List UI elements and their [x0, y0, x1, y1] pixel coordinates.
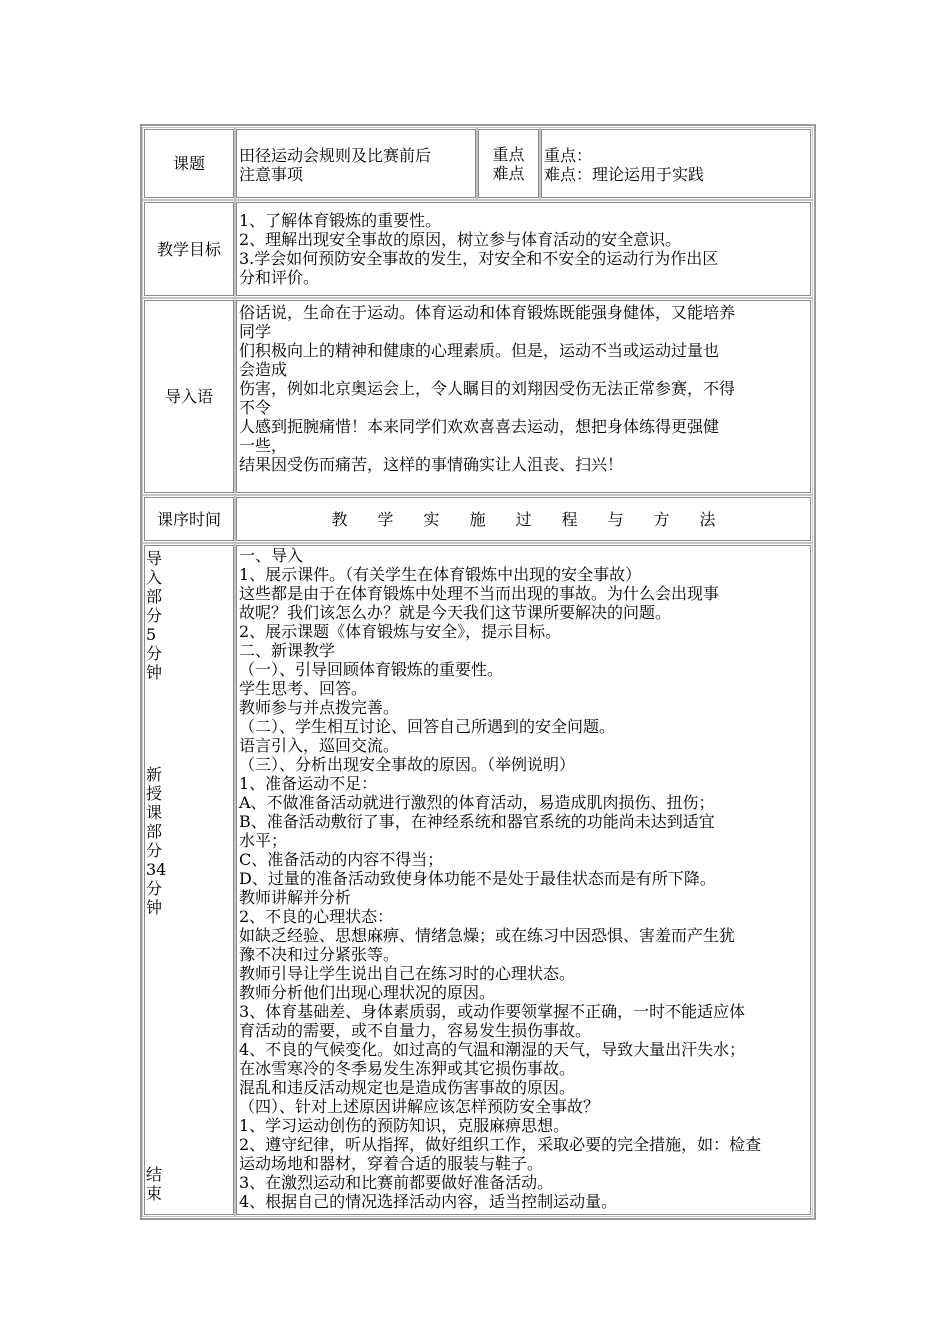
intro-line: 会造成 [239, 360, 288, 379]
objective-line: 1、了解体育锻炼的重要性。 [239, 211, 442, 230]
intro-line: 们积极向上的精神和健康的心理素质。但是，运动不当或运动过量也 [239, 341, 720, 360]
process-line: 育活动的需要，或不自量力，容易发生损伤事故。 [239, 1021, 592, 1040]
difficult-points-value: 难点：理论运用于实践 [544, 165, 705, 184]
objectives-label: 教学目标 [156, 239, 221, 259]
process-line: 在冰雪寒冷的冬季易发生冻狎或其它损伤事故。 [239, 1059, 576, 1078]
end-section-time: 结 束 [146, 1165, 163, 1203]
process-line: 语言引入，巡回交流。 [239, 736, 400, 755]
process-line: 教师参与并点拨完善。 [239, 698, 400, 717]
process-line: A、不做准备活动就进行激烈的体育活动，易造成肌肉损伤、扭伤； [239, 793, 715, 812]
process-line: 1、展示课件。（有关学生在体育锻炼中出现的安全事故） [239, 565, 642, 584]
intro-line: 不令 [239, 398, 272, 417]
topic-label-cell [144, 129, 234, 198]
process-line: （四）、针对上述原因讲解应该怎样预防安全事故？ [239, 1097, 600, 1116]
process-line: 1、学习运动创伤的预防知识，克服麻痹思想。 [239, 1116, 570, 1135]
time-column-cell [144, 545, 234, 1215]
process-line: 二、新课教学 [239, 641, 336, 660]
schedule-label-cell [144, 497, 234, 541]
process-line: 4、根据自己的情况选择活动内容，适当控制运动量。 [239, 1192, 618, 1211]
schedule-label: 课序时间 [156, 509, 221, 529]
process-line: C、准备活动的内容不得当； [239, 850, 444, 869]
process-line: （一）、引导回顾体育锻炼的重要性。 [239, 660, 504, 679]
process-line: 学生思考、回答。 [239, 679, 368, 698]
process-line: 教师引导让学生说出自己在练习时的心理状态。 [239, 964, 576, 983]
process-line: 3、在激烈运动和比赛前都要做好准备活动。 [239, 1173, 554, 1192]
difficult-points-label: 难点 [492, 163, 525, 183]
objective-line: 分和评价。 [239, 268, 320, 287]
key-points-label-cell [478, 129, 539, 198]
intro-line: 同学 [239, 322, 272, 341]
process-line: 这些都是由于在体育锻炼中处理不当而出现的事故。为什么会出现事 [239, 584, 720, 603]
objective-line: 3.学会如何预防安全事故的发生，对安全和不安全的运动行为作出区 [239, 249, 719, 268]
intro-line: 人感到扼腕痛惜！本来同学们欢欢喜喜去运动，想把身体练得更强健 [239, 417, 720, 436]
process-line: 2、不良的心理状态： [239, 907, 394, 926]
process-line: 混乱和违反活动规定也是造成伤害事故的原因。 [239, 1078, 576, 1097]
intro-section-time: 导 入 部 分 5 分 钟 [146, 549, 163, 682]
process-line: 一、导入 [239, 546, 304, 565]
process-line: 豫不决和过分紧张等。 [239, 945, 400, 964]
process-line: 教师分析他们出现心理状况的原因。 [239, 983, 496, 1002]
process-line: 水平； [239, 831, 288, 850]
process-line: 运动场地和器材，穿着合适的服装与鞋子。 [239, 1154, 544, 1173]
intro-label-cell [144, 300, 234, 493]
objectives-label-cell [144, 202, 234, 296]
intro-label: 导入语 [164, 387, 213, 406]
intro-line: 一些， [239, 436, 288, 455]
process-heading-cell [236, 497, 811, 541]
process-line: B、准备活动敷衍了事，在神经系统和器官系统的功能尚未达到适宜 [239, 812, 715, 831]
objectives-cell [236, 202, 811, 296]
intro-line: 结果因受伤而痛苦，这样的事情确实让人沮丧、扫兴！ [239, 455, 624, 474]
process-line: 如缺乏经验、思想麻痹、情绪急燥；或在练习中因恐惧、害羞而产生犹 [239, 926, 736, 945]
objective-line: 2、理解出现安全事故的原因，树立参与体育活动的安全意识。 [239, 230, 682, 249]
intro-line: 俗话说，生命在于运动。体育运动和体育锻炼既能强身健体，又能培养 [239, 303, 736, 322]
topic-title-line: 注意事项 [239, 165, 304, 184]
process-line: 故呢？我们该怎么办？就是今天我们这节课所要解决的问题。 [239, 603, 672, 622]
key-points-label: 重点 [492, 144, 525, 164]
topic-title-cell [236, 129, 476, 198]
process-line: 3、体育基础差、身体素质弱，或动作要领掌握不正确，一时不能适应体 [239, 1002, 746, 1021]
key-points-value-cell [541, 129, 811, 198]
process-line: 2、展示课题《体育锻炼与安全》，提示目标。 [239, 622, 562, 641]
process-line: 教师讲解并分析 [239, 888, 352, 907]
key-points-value: 重点： [544, 146, 593, 165]
topic-title-line: 田径运动会规则及比赛前后 [239, 146, 432, 165]
process-line: 2、遵守纪律，听从指挥，做好组织工作，采取必要的完全措施，如：检查 [239, 1135, 762, 1154]
process-line: D、过量的准备活动致使身体功能不是处于最佳状态而是有所下降。 [239, 869, 716, 888]
process-body-cell [236, 545, 811, 1215]
process-line: 1、准备运动不足： [239, 774, 378, 793]
process-line: 4、不良的气候变化。如过高的气温和潮湿的天气，导致大量出汗失水； [239, 1040, 746, 1059]
process-line: （二）、学生相互讨论、回答自己所遇到的安全问题。 [239, 717, 616, 736]
topic-label: 课题 [172, 154, 205, 173]
process-heading: 教 学 实 施 过 程 与 方 法 [331, 509, 716, 529]
process-line: （三）、分析出现安全事故的原因。（举例说明） [239, 755, 576, 774]
new-lesson-section-time: 新 授 课 部 分 34 分 钟 [146, 765, 167, 917]
intro-text-cell [236, 300, 811, 493]
intro-line: 伤害，例如北京奥运会上，令人瞩目的刘翔因受伤无法正常参赛，不得 [239, 379, 736, 398]
